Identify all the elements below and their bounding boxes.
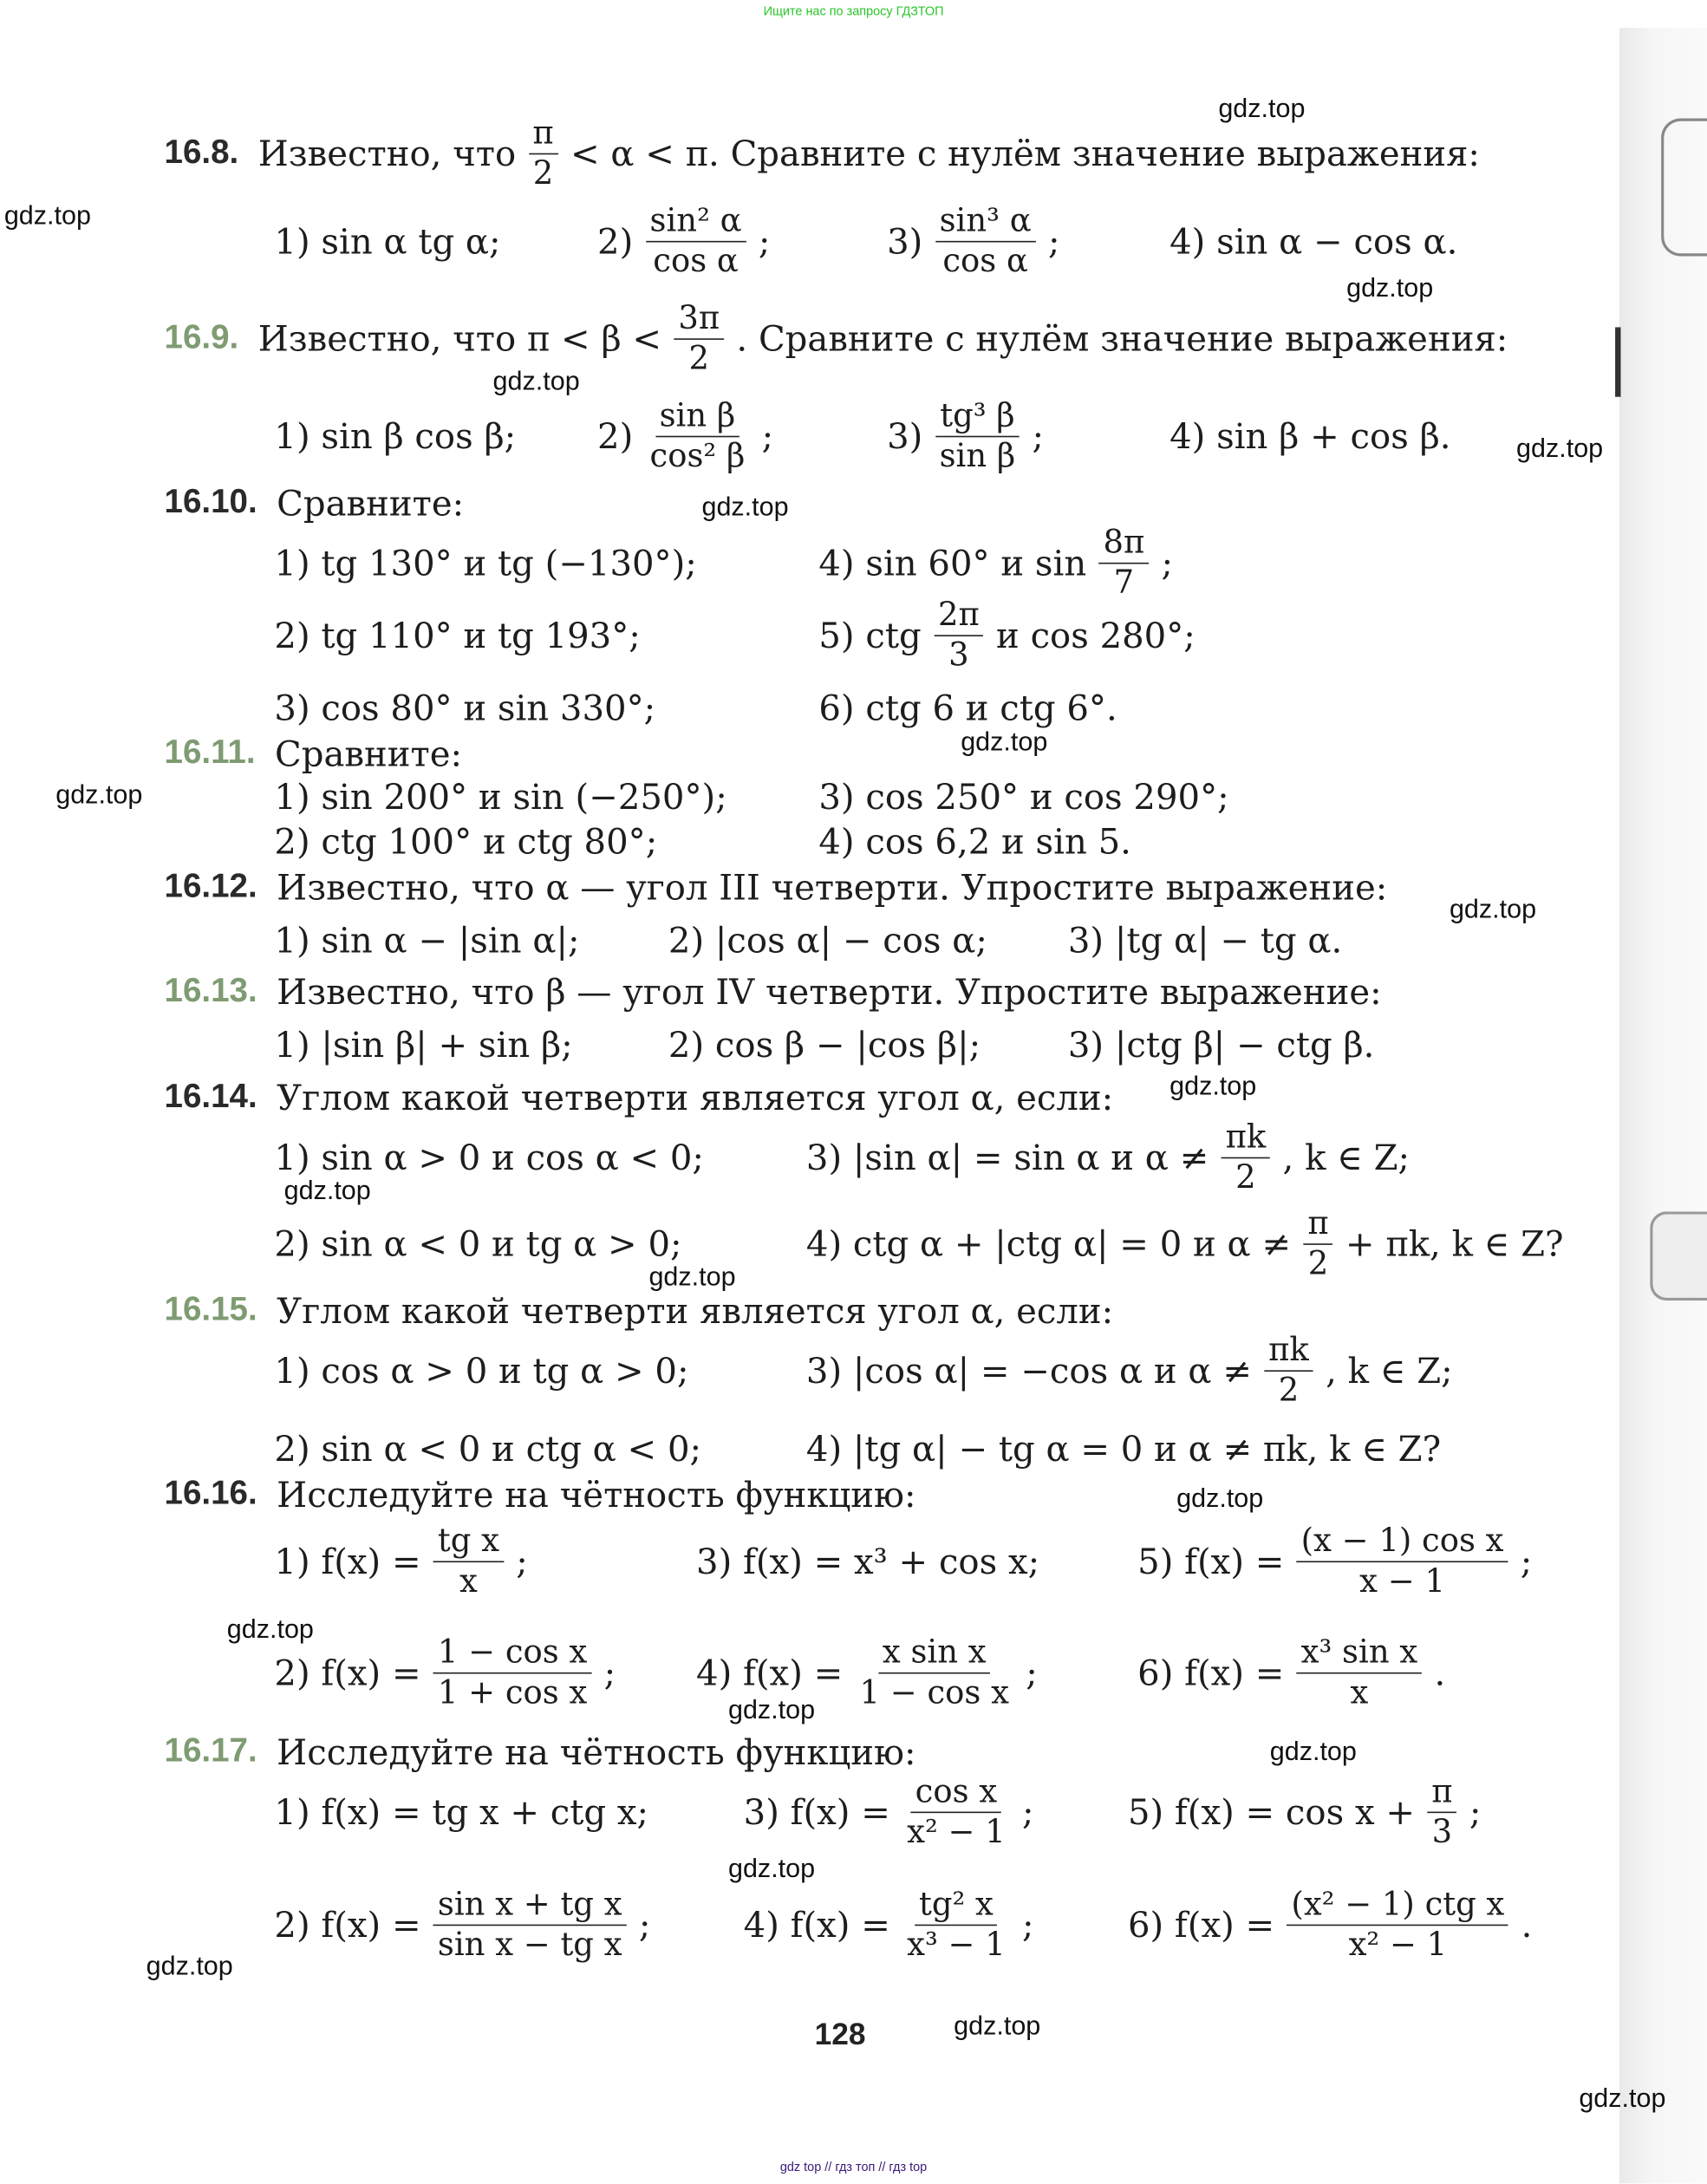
math-text: 3) |sin α| = sin α и α ≠ — [805, 1137, 1209, 1177]
math-text: 1) |sin β| + sin β; — [274, 1024, 573, 1065]
fraction-numerator: sin² α — [646, 201, 746, 242]
fraction-denominator: cos² β — [649, 438, 746, 474]
math-text: ; — [1469, 1791, 1482, 1832]
fraction — [934, 596, 983, 675]
fraction-numerator: x³ sin x — [1297, 1633, 1422, 1673]
fraction — [1297, 1633, 1422, 1712]
math-text: Известно, что α — угол III четверти. Упростите выражение: — [277, 866, 1388, 908]
problem-number: 16.12. — [164, 867, 257, 905]
math-text: 3) |ctg β| − ctg β. — [1067, 1024, 1375, 1065]
math-text: ; — [761, 415, 774, 456]
fraction — [1297, 1522, 1508, 1601]
watermark-text: gdz.top — [954, 2011, 1041, 2042]
math-text: 2) — [597, 220, 634, 262]
problem-item — [801, 1332, 1459, 1409]
problem-number: 16.13. — [164, 972, 257, 1010]
fraction-denominator: x² − 1 — [907, 1813, 1006, 1850]
math-text: ; — [1032, 415, 1045, 456]
fraction-denominator: 2 — [1278, 1372, 1300, 1409]
math-text: 3) — [887, 415, 923, 456]
fraction-numerator: sin β — [655, 396, 739, 437]
fraction-numerator: 8π — [1099, 523, 1149, 564]
math-text: 1) sin 200° и sin (−250°); — [274, 776, 727, 817]
fraction-denominator: 3 — [1431, 1813, 1453, 1850]
problem-item — [269, 912, 585, 968]
math-text: Известно, что β — угол IV четверти. Упростите выражение: — [277, 971, 1382, 1012]
problem-item — [1062, 1016, 1379, 1072]
math-text: ; — [603, 1652, 616, 1693]
math-text: ; — [516, 1541, 528, 1581]
problem-item — [1123, 1886, 1538, 1963]
page-number: 128 — [814, 2016, 866, 2051]
watermark-text: gdz.top — [727, 1696, 816, 1725]
math-text: 2) sin α < 0 и ctg α < 0; — [274, 1428, 702, 1469]
math-text: 6) ctg 6 и ctg 6°. — [818, 687, 1117, 728]
fraction-numerator: cos x — [911, 1772, 1001, 1813]
watermark-text: gdz.top — [1449, 895, 1537, 925]
fraction — [1304, 1203, 1333, 1283]
problem-number: 16.10. — [164, 483, 257, 521]
problem-header — [165, 475, 470, 531]
problem-item — [269, 213, 506, 269]
problem-item — [269, 1216, 687, 1271]
fraction — [856, 1633, 1013, 1712]
fraction-numerator: sin³ α — [935, 201, 1036, 242]
problem-item — [663, 1016, 987, 1072]
fraction-numerator: 1 − cos x — [433, 1633, 591, 1673]
problem-item — [801, 1205, 1570, 1282]
fraction-denominator: 7 — [1113, 564, 1135, 602]
fraction-numerator: tg x — [433, 1522, 504, 1562]
fraction — [646, 396, 749, 476]
page-spine — [1619, 28, 1707, 2183]
fraction — [902, 1772, 1009, 1852]
math-text: 4) |tg α| − tg α = 0 и α ≠ πk, k ∈ Z? — [805, 1428, 1442, 1469]
math-text: 1) sin β cos β; — [274, 415, 517, 456]
math-text: ; — [1026, 1652, 1038, 1693]
fraction-numerator: πk — [1222, 1118, 1270, 1158]
math-text: 1) sin α − |sin α|; — [274, 919, 580, 961]
problem-item — [269, 607, 646, 662]
watermark-text: gdz.top — [3, 201, 91, 231]
fraction-denominator: sin x − tg x — [437, 1926, 622, 1963]
fraction-denominator: x² − 1 — [1348, 1926, 1448, 1963]
math-text: 5) ctg — [818, 615, 922, 655]
fraction-denominator: 2 — [688, 340, 710, 377]
watermark-text: gdz.top — [226, 1615, 314, 1645]
problem-item — [813, 680, 1123, 735]
math-text: 2) sin α < 0 и tg α > 0; — [274, 1222, 682, 1264]
math-text: 1) sin α > 0 и cos α < 0; — [274, 1137, 704, 1177]
math-text: 2) f(x) = — [274, 1652, 421, 1693]
page-edge-tab — [1650, 1211, 1707, 1301]
problem-number: 16.16. — [164, 1474, 257, 1513]
math-text: ; — [1022, 1791, 1034, 1832]
math-text: 6) f(x) = — [1127, 1904, 1275, 1945]
watermark-text: gdz.top — [701, 492, 789, 523]
top-banner: Ищите нас по запросу ГДЗТОП — [763, 3, 944, 18]
fraction-denominator: x — [1350, 1674, 1369, 1711]
watermark-text: gdz.top — [146, 1952, 233, 1982]
math-text: и cos 280°; — [996, 615, 1196, 655]
problem-item — [882, 202, 1065, 280]
math-text: , k ∈ Z; — [1326, 1350, 1453, 1391]
math-text: 1) f(x) = — [274, 1541, 421, 1581]
math-text: 1) tg 130° и tg (−130°); — [274, 542, 697, 583]
fraction-numerator: π — [529, 114, 558, 154]
math-text: 1) sin α tg α; — [274, 220, 501, 262]
fraction-denominator: x — [459, 1562, 478, 1600]
math-text: 2) cos β − |cos β|; — [668, 1024, 981, 1065]
math-text: 3) f(x) = — [743, 1791, 890, 1832]
math-text: . Сравните с нулём значение выражения: — [736, 317, 1508, 359]
math-text: 3) f(x) = x³ + cos x; — [696, 1541, 1040, 1581]
problem-header — [165, 859, 1393, 915]
math-text: Сравните: — [275, 733, 463, 774]
page-edge-tab — [1661, 119, 1707, 257]
watermark-text: gdz.top — [1516, 434, 1604, 464]
problem-item — [1164, 408, 1456, 464]
problem-item — [269, 535, 702, 590]
fraction-denominator: x − 1 — [1359, 1562, 1445, 1600]
math-text: Сравните: — [277, 482, 465, 524]
fraction-numerator: x sin x — [878, 1633, 990, 1673]
math-text: 2) f(x) = — [274, 1904, 421, 1945]
problem-item — [738, 1886, 1039, 1963]
math-text: + πk, k ∈ Z? — [1345, 1222, 1564, 1264]
problem-number: 16.11. — [164, 733, 256, 772]
watermark-text: gdz.top — [961, 727, 1048, 758]
fraction-numerator: πk — [1264, 1331, 1313, 1372]
math-text: Углом какой четверти является угол α, если: — [277, 1077, 1114, 1118]
fraction-denominator: sin β — [939, 438, 1016, 474]
problem-item — [592, 202, 776, 280]
problem-item — [691, 1533, 1046, 1588]
problem-number: 16.17. — [164, 1731, 257, 1770]
math-text: 3) |tg α| − tg α. — [1067, 919, 1343, 961]
math-text: 2) tg 110° и tg 193°; — [274, 615, 641, 655]
math-text: Известно, что — [257, 133, 517, 173]
problem-item — [1123, 1773, 1487, 1850]
fraction-denominator: 2 — [532, 155, 554, 192]
fraction-numerator: tg² x — [915, 1885, 998, 1926]
watermark-text: gdz.top — [1269, 1737, 1357, 1768]
problem-item — [269, 1016, 578, 1072]
watermark-text: gdz.top — [1218, 95, 1306, 124]
math-text: ; — [1022, 1904, 1034, 1945]
fraction-denominator: 1 − cos x — [859, 1674, 1009, 1711]
fraction — [1427, 1772, 1456, 1852]
math-text: 4) f(x) = — [743, 1904, 890, 1945]
fraction — [433, 1885, 626, 1965]
math-text: 2) |cos α| − cos α; — [668, 919, 987, 961]
problem-item — [1132, 1633, 1451, 1711]
fraction — [935, 396, 1020, 476]
fraction-denominator: cos α — [942, 243, 1028, 280]
bottom-banner: gdz top // гдз топ // гдз top — [779, 2160, 928, 2174]
math-text: ; — [638, 1904, 651, 1945]
problem-item — [1132, 1522, 1538, 1600]
watermark-text: gdz.top — [1169, 1072, 1257, 1102]
watermark-text: gdz.top — [727, 1855, 816, 1885]
fraction-denominator: cos α — [653, 243, 739, 280]
problem-header — [165, 963, 1388, 1019]
math-text: 3) cos 250° и cos 290°; — [818, 776, 1229, 817]
problem-item — [269, 408, 522, 464]
problem-header — [165, 1069, 1119, 1125]
fraction-numerator: π — [1427, 1772, 1456, 1813]
fraction — [1222, 1118, 1270, 1197]
problem-number: 16.9. — [164, 318, 239, 357]
problem-item — [663, 912, 994, 968]
problem-item — [269, 1342, 694, 1398]
fraction — [674, 299, 724, 379]
fraction — [902, 1885, 1009, 1965]
math-text: Исследуйте на чётность функцию: — [277, 1731, 916, 1772]
fraction-denominator: 2 — [1235, 1159, 1256, 1196]
fraction — [433, 1522, 504, 1601]
math-text: 3) |cos α| = −cos α и α ≠ — [805, 1350, 1252, 1391]
watermark-text: gdz.top — [648, 1262, 736, 1293]
problem-item — [801, 1118, 1416, 1196]
math-text: 5) f(x) = — [1137, 1541, 1285, 1581]
math-text: 4) sin 60° и sin — [818, 542, 1087, 583]
fraction-numerator: 3π — [674, 299, 724, 340]
math-text: 4) sin α − cos α. — [1169, 220, 1458, 262]
math-text: ; — [1520, 1541, 1533, 1581]
problem-number: 16.15. — [164, 1290, 257, 1329]
fraction — [1264, 1331, 1313, 1411]
math-text: Исследуйте на чётность функцию: — [277, 1474, 916, 1515]
problem-item — [882, 397, 1050, 474]
math-text: < α < π. Сравните с нулём значение выражения: — [570, 133, 1480, 173]
math-text: ; — [1047, 220, 1060, 262]
fraction — [1287, 1885, 1509, 1965]
math-text: Углом какой четверти является угол α, если: — [277, 1290, 1114, 1331]
fraction — [1099, 523, 1149, 603]
watermark-text: gdz.top — [55, 781, 143, 811]
math-text: 1) f(x) = tg x + ctg x; — [274, 1791, 649, 1832]
problem-item — [738, 1773, 1039, 1850]
fraction-numerator: 2π — [934, 596, 983, 636]
problem-item — [269, 1783, 655, 1839]
math-text: 2) ctg 100° и ctg 80°; — [274, 820, 658, 862]
problem-item — [269, 1522, 533, 1600]
problem-header — [164, 114, 1486, 192]
fraction-denominator: 2 — [1307, 1245, 1329, 1282]
watermark-text: gdz.top — [1346, 274, 1434, 304]
fraction-numerator: sin x + tg x — [433, 1885, 626, 1926]
math-text: , k ∈ Z; — [1282, 1137, 1411, 1177]
math-text: . — [1521, 1904, 1533, 1945]
page-edge-mark — [1615, 327, 1620, 396]
problem-header — [165, 1466, 922, 1522]
watermark-text: gdz.top — [492, 368, 580, 397]
watermark-text: gdz.top — [1176, 1484, 1264, 1514]
fraction-numerator: π — [1304, 1203, 1333, 1244]
problem-item — [1062, 912, 1347, 968]
fraction-numerator: (x − 1) cos x — [1297, 1522, 1508, 1562]
problem-item — [813, 524, 1179, 602]
math-text: 4) sin β + cos β. — [1169, 415, 1451, 456]
problem-number: 16.8. — [164, 134, 239, 172]
watermark-text: gdz.top — [1579, 2084, 1666, 2115]
fraction-denominator: 3 — [948, 636, 969, 674]
fraction — [935, 201, 1036, 281]
math-text: 1) cos α > 0 и tg α > 0; — [274, 1350, 689, 1391]
fraction-denominator: 1 + cos x — [437, 1674, 588, 1711]
fraction — [433, 1633, 591, 1712]
fraction-numerator: tg³ β — [935, 396, 1019, 437]
math-text: 4) ctg α + |ctg α| = 0 и α ≠ — [805, 1222, 1292, 1264]
math-text: 6) f(x) = — [1137, 1652, 1285, 1693]
problem-item — [592, 397, 779, 474]
fraction — [646, 201, 746, 281]
problem-number: 16.14. — [164, 1078, 257, 1116]
problem-item — [813, 597, 1201, 674]
problem-header — [164, 300, 1514, 377]
watermark-text: gdz.top — [283, 1177, 371, 1206]
problem-item — [269, 1633, 622, 1711]
math-text: 2) — [597, 415, 634, 456]
math-text: ; — [1161, 542, 1174, 583]
fraction-denominator: x³ − 1 — [907, 1926, 1006, 1963]
problem-header — [165, 1282, 1119, 1338]
problem-item — [269, 1886, 656, 1963]
problem-header — [165, 1724, 922, 1779]
math-text: 4) f(x) = — [696, 1652, 844, 1693]
math-text: 5) f(x) = cos x + — [1127, 1791, 1416, 1832]
math-text: 4) cos 6,2 и sin 5. — [818, 820, 1131, 862]
problem-item — [1164, 213, 1463, 269]
math-text: 3) cos 80° и sin 330°; — [274, 687, 656, 728]
math-text: Известно, что π < β < — [257, 317, 662, 359]
math-text: 3) — [887, 220, 923, 262]
math-text: . — [1434, 1652, 1446, 1693]
fraction — [529, 114, 558, 193]
math-text: ; — [758, 220, 771, 262]
fraction-numerator: (x² − 1) ctg x — [1287, 1885, 1509, 1926]
